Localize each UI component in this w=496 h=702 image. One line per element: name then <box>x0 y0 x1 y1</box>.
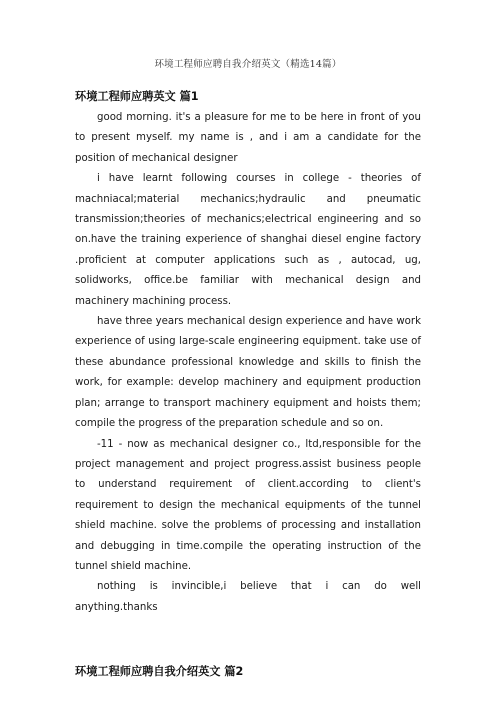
section-heading-2: 环境工程师应聘自我介绍英文 篇2 <box>75 665 244 678</box>
section-1-body <box>75 108 421 618</box>
running-header: 环境工程师应聘自我介绍英文（精选14篇） <box>154 59 342 70</box>
paragraph-experience: have three years mechanical design experience and have work experience of using large-scale engineering equipment. take use of these abundance professional knowledge and skills to finish the work, for example: develop machinery and equipment production plan; arrange to transport machinery equipment and hoists them; compile the progress of the preparation schedule and so on. <box>75 316 421 430</box>
paragraph-current-role: -11 - now as mechanical designer co., ltd,responsible for the project management and project progress.assist business people to understand requirement of client.according to client's requirement to design the mechanical equipments of the tunnel shield machine. solve the problems of processing and installation and debugging in time.compile the operating instruction of the tunnel shield machine. <box>75 438 421 572</box>
paragraph-education: i have learnt following courses in college - theories of machniacal;material mechanics;hydraulic and pneumatic transmission;theories of mechanics;electrical engineering and so on.have the training experience of shanghai diesel engine factory .proficient at computer applications such as , autocad, ug, solidworks, office.be familiar with mechanical design and machinery machining process. <box>75 173 421 307</box>
paragraph-closing: nothing is invincible,i believe that i can do well anything.thanks <box>75 581 421 613</box>
section-heading-1: 环境工程师应聘英文 篇1 <box>75 90 199 103</box>
paragraph-greeting: good morning. it's a pleasure for me to be here in front of you to present myself. my name is , and i am a candidate for the position of mechanical designer <box>75 112 421 164</box>
